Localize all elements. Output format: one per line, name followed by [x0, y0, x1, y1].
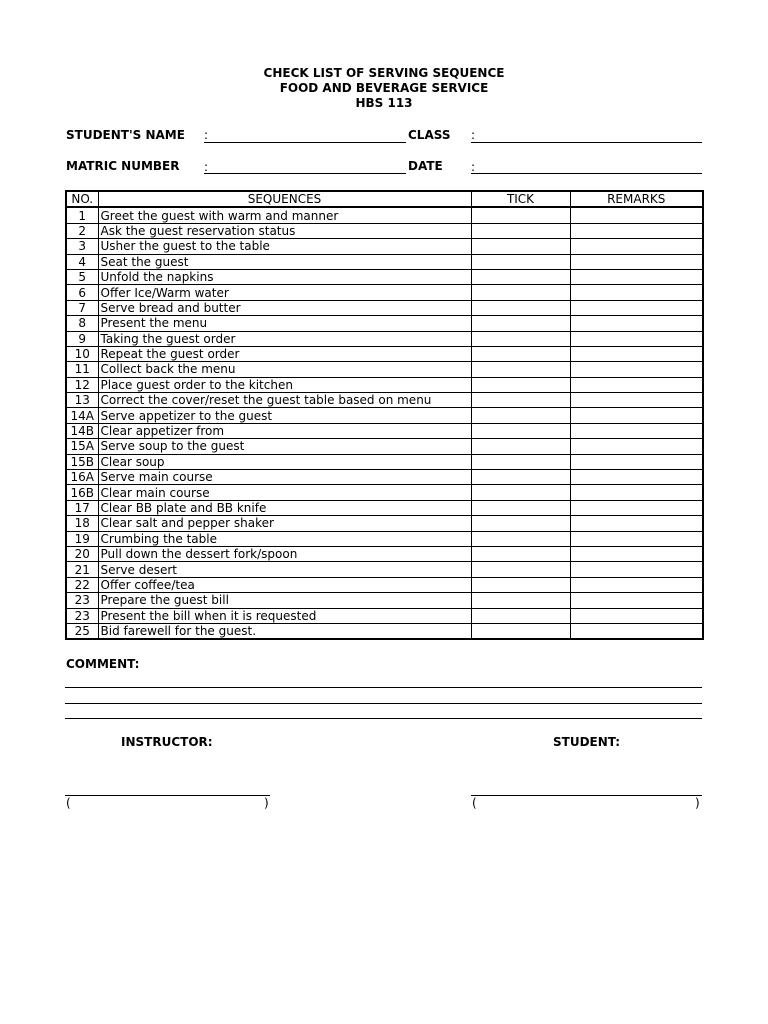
row-number: 16B: [66, 485, 98, 500]
table-row: [66, 254, 703, 269]
row-tick-cell[interactable]: [471, 454, 570, 469]
row-number: 23: [66, 608, 98, 623]
row-number: 2: [66, 223, 98, 238]
student-name-label: STUDENT'S NAME: [66, 128, 185, 142]
table-row: [66, 439, 703, 454]
row-sequence: Prepare the guest bill: [98, 593, 471, 608]
table-row: [66, 285, 703, 300]
instructor-close-paren: ): [264, 796, 269, 810]
row-sequence: Greet the guest with warm and manner: [98, 207, 471, 223]
row-tick-cell[interactable]: [471, 362, 570, 377]
row-number: 13: [66, 393, 98, 408]
row-remarks-cell[interactable]: [570, 331, 703, 346]
row-remarks-cell[interactable]: [570, 408, 703, 423]
row-sequence: Ask the guest reservation status: [98, 223, 471, 238]
row-remarks-cell[interactable]: [570, 608, 703, 623]
row-remarks-cell[interactable]: [570, 346, 703, 361]
row-tick-cell[interactable]: [471, 300, 570, 315]
matric-number-field[interactable]: [204, 173, 406, 174]
header-remarks: REMARKS: [570, 191, 703, 207]
row-sequence: Present the menu: [98, 316, 471, 331]
student-name-field[interactable]: [204, 142, 406, 143]
row-tick-cell[interactable]: [471, 377, 570, 392]
row-tick-cell[interactable]: [471, 485, 570, 500]
table-row: [66, 362, 703, 377]
row-tick-cell[interactable]: [471, 269, 570, 284]
row-number: 15A: [66, 439, 98, 454]
row-sequence: Serve bread and butter: [98, 300, 471, 315]
row-number: 14B: [66, 423, 98, 438]
row-tick-cell[interactable]: [471, 470, 570, 485]
table-row: [66, 393, 703, 408]
matric-number-label: MATRIC NUMBER: [66, 159, 180, 173]
date-colon: :: [471, 160, 476, 174]
row-remarks-cell[interactable]: [570, 377, 703, 392]
row-remarks-cell[interactable]: [570, 439, 703, 454]
row-number: 15B: [66, 454, 98, 469]
row-sequence: Collect back the menu: [98, 362, 471, 377]
table-row: [66, 623, 703, 639]
row-number: 21: [66, 562, 98, 577]
row-number: 1: [66, 207, 98, 223]
student-close-paren: ): [695, 796, 700, 810]
row-tick-cell[interactable]: [471, 408, 570, 423]
row-sequence: Offer Ice/Warm water: [98, 285, 471, 300]
row-tick-cell[interactable]: [471, 393, 570, 408]
table-row: [66, 577, 703, 592]
sequence-table: [65, 190, 704, 640]
row-number: 12: [66, 377, 98, 392]
row-tick-cell[interactable]: [471, 239, 570, 254]
row-remarks-cell[interactable]: [570, 269, 703, 284]
table-header-row: [66, 191, 703, 207]
row-sequence: Serve desert: [98, 562, 471, 577]
row-remarks-cell[interactable]: [570, 623, 703, 639]
row-sequence: Unfold the napkins: [98, 269, 471, 284]
row-number: 25: [66, 623, 98, 639]
table-row: [66, 531, 703, 546]
row-sequence: Serve main course: [98, 470, 471, 485]
row-remarks-cell[interactable]: [570, 285, 703, 300]
row-tick-cell[interactable]: [471, 577, 570, 592]
row-remarks-cell[interactable]: [570, 300, 703, 315]
row-sequence: Clear BB plate and BB knife: [98, 500, 471, 515]
header-no: NO.: [66, 191, 98, 207]
row-number: 17: [66, 500, 98, 515]
row-sequence: Present the bill when it is requested: [98, 608, 471, 623]
row-tick-cell[interactable]: [471, 531, 570, 546]
row-sequence: Offer coffee/tea: [98, 577, 471, 592]
table-row: [66, 608, 703, 623]
row-remarks-cell[interactable]: [570, 531, 703, 546]
row-tick-cell[interactable]: [471, 562, 570, 577]
header-tick: TICK: [471, 191, 570, 207]
row-remarks-cell[interactable]: [570, 423, 703, 438]
row-tick-cell[interactable]: [471, 423, 570, 438]
student-label: STUDENT:: [553, 735, 621, 749]
row-remarks-cell[interactable]: [570, 562, 703, 577]
row-sequence: Clear appetizer from: [98, 423, 471, 438]
row-remarks-cell[interactable]: [570, 593, 703, 608]
row-remarks-cell[interactable]: [570, 207, 703, 223]
row-tick-cell[interactable]: [471, 223, 570, 238]
table-row: [66, 593, 703, 608]
instructor-signature-line[interactable]: [65, 795, 270, 796]
row-sequence: Clear soup: [98, 454, 471, 469]
row-number: 7: [66, 300, 98, 315]
row-sequence: Serve appetizer to the guest: [98, 408, 471, 423]
row-remarks-cell[interactable]: [570, 223, 703, 238]
table-row: [66, 269, 703, 284]
row-tick-cell[interactable]: [471, 346, 570, 361]
row-number: 20: [66, 546, 98, 561]
row-remarks-cell[interactable]: [570, 254, 703, 269]
class-label: CLASS: [408, 128, 451, 142]
table-row: [66, 408, 703, 423]
table-row: [66, 546, 703, 561]
row-sequence: Crumbing the table: [98, 531, 471, 546]
row-number: 9: [66, 331, 98, 346]
row-tick-cell[interactable]: [471, 331, 570, 346]
row-remarks-cell[interactable]: [570, 362, 703, 377]
row-sequence: Pull down the dessert fork/spoon: [98, 546, 471, 561]
table-row: [66, 500, 703, 515]
student-open-paren: (: [472, 796, 477, 810]
row-remarks-cell[interactable]: [570, 485, 703, 500]
matric-number-colon: :: [204, 160, 209, 174]
row-sequence: Correct the cover/reset the guest table based on menu: [98, 393, 471, 408]
row-number: 16A: [66, 470, 98, 485]
row-sequence: Repeat the guest order: [98, 346, 471, 361]
row-sequence: Taking the guest order: [98, 331, 471, 346]
table-row: [66, 423, 703, 438]
table-row: [66, 377, 703, 392]
table-row: [66, 207, 703, 223]
date-field[interactable]: [471, 173, 702, 174]
row-remarks-cell[interactable]: [570, 316, 703, 331]
instructor-label: INSTRUCTOR:: [121, 735, 213, 749]
class-field[interactable]: [471, 142, 702, 143]
row-remarks-cell[interactable]: [570, 454, 703, 469]
row-number: 23: [66, 593, 98, 608]
row-number: 14A: [66, 408, 98, 423]
table-row: [66, 223, 703, 238]
table-row: [66, 239, 703, 254]
table-row: [66, 470, 703, 485]
row-tick-cell[interactable]: [471, 516, 570, 531]
row-number: 8: [66, 316, 98, 331]
table-row: [66, 454, 703, 469]
row-tick-cell[interactable]: [471, 439, 570, 454]
row-number: 18: [66, 516, 98, 531]
row-remarks-cell[interactable]: [570, 470, 703, 485]
row-number: 22: [66, 577, 98, 592]
table-row: [66, 485, 703, 500]
row-sequence: Serve soup to the guest: [98, 439, 471, 454]
table-row: [66, 300, 703, 315]
row-remarks-cell[interactable]: [570, 577, 703, 592]
row-number: 4: [66, 254, 98, 269]
comment-label: COMMENT:: [66, 657, 140, 671]
table-row: [66, 316, 703, 331]
instructor-open-paren: (: [66, 796, 71, 810]
table-row: [66, 516, 703, 531]
row-tick-cell[interactable]: [471, 254, 570, 269]
row-remarks-cell[interactable]: [570, 239, 703, 254]
row-remarks-cell[interactable]: [570, 393, 703, 408]
comment-line-1[interactable]: [65, 687, 702, 688]
row-tick-cell[interactable]: [471, 285, 570, 300]
row-sequence: Seat the guest: [98, 254, 471, 269]
row-remarks-cell[interactable]: [570, 516, 703, 531]
comment-line-3[interactable]: [65, 718, 702, 719]
row-remarks-cell[interactable]: [570, 500, 703, 515]
class-colon: :: [471, 128, 476, 142]
row-tick-cell[interactable]: [471, 623, 570, 639]
row-tick-cell[interactable]: [471, 316, 570, 331]
table-row: [66, 346, 703, 361]
row-number: 19: [66, 531, 98, 546]
doc-title: CHECK LIST OF SERVING SEQUENCE: [263, 66, 505, 80]
row-number: 11: [66, 362, 98, 377]
row-number: 6: [66, 285, 98, 300]
row-tick-cell[interactable]: [471, 608, 570, 623]
student-signature-line[interactable]: [471, 795, 702, 796]
comment-line-2[interactable]: [65, 703, 702, 704]
row-number: 5: [66, 269, 98, 284]
doc-subtitle: FOOD AND BEVERAGE SERVICE: [279, 81, 489, 95]
row-sequence: Place guest order to the kitchen: [98, 377, 471, 392]
row-sequence: Clear salt and pepper shaker: [98, 516, 471, 531]
date-label: DATE: [408, 159, 443, 173]
header-sequences: SEQUENCES: [98, 191, 471, 207]
row-sequence: Bid farewell for the guest.: [98, 623, 471, 639]
table-row: [66, 331, 703, 346]
course-code: HBS 113: [355, 96, 413, 110]
table-row: [66, 562, 703, 577]
student-name-colon: :: [204, 128, 209, 142]
row-tick-cell[interactable]: [471, 500, 570, 515]
row-sequence: Clear main course: [98, 485, 471, 500]
row-tick-cell[interactable]: [471, 207, 570, 223]
row-tick-cell[interactable]: [471, 546, 570, 561]
row-remarks-cell[interactable]: [570, 546, 703, 561]
row-number: 10: [66, 346, 98, 361]
row-sequence: Usher the guest to the table: [98, 239, 471, 254]
table-body: [66, 207, 703, 639]
row-number: 3: [66, 239, 98, 254]
row-tick-cell[interactable]: [471, 593, 570, 608]
